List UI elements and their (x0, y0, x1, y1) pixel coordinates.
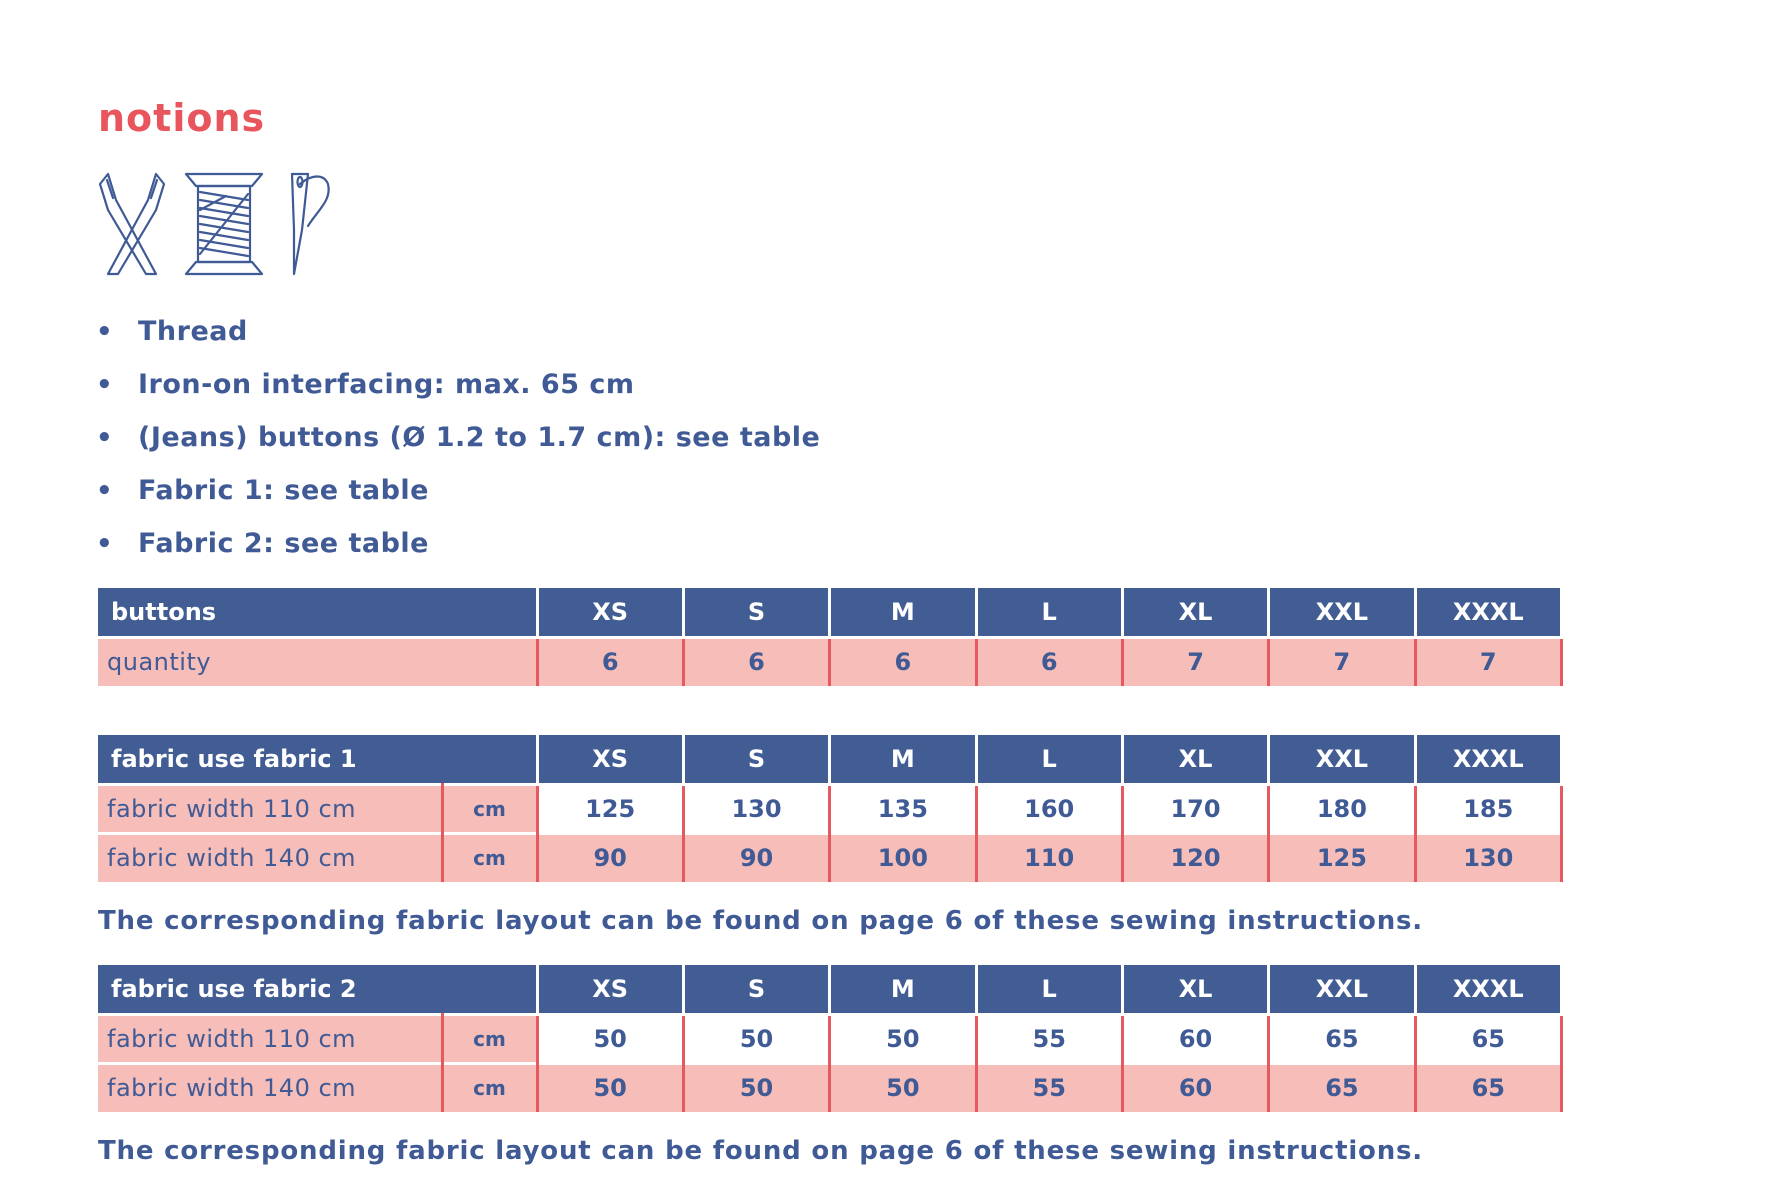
cell-value: 90 (683, 833, 829, 882)
cell-value: 6 (683, 637, 829, 686)
cell-value: 180 (1269, 784, 1415, 833)
size-header: S (683, 588, 829, 637)
table-header-title: fabric use fabric 2 (98, 965, 537, 1014)
cell-value: 55 (976, 1014, 1122, 1063)
row-unit: cm (442, 1014, 537, 1063)
cell-value: 65 (1269, 1014, 1415, 1063)
size-header: XXL (1269, 965, 1415, 1014)
cell-value: 135 (830, 784, 976, 833)
cell-value: 7 (1415, 637, 1561, 686)
cell-value: 100 (830, 833, 976, 882)
size-header: L (976, 735, 1122, 784)
buttons-table (98, 588, 1563, 686)
scissors-icon (100, 174, 164, 274)
cell-value: 120 (1122, 833, 1268, 882)
list-item: • Iron-on interfacing: max. 65 cm (96, 369, 635, 400)
size-header: XXXL (1415, 588, 1561, 637)
section-title: notions (98, 96, 266, 140)
size-header: XL (1122, 965, 1268, 1014)
size-header: XXXL (1415, 735, 1561, 784)
size-header: XL (1122, 735, 1268, 784)
cell-value: 50 (830, 1014, 976, 1063)
cell-value: 125 (1269, 833, 1415, 882)
size-header: S (683, 735, 829, 784)
cell-value: 170 (1122, 784, 1268, 833)
row-label: fabric width 140 cm (98, 1063, 442, 1112)
table-row (98, 833, 1562, 882)
cell-value: 6 (537, 637, 683, 686)
size-header: XL (1122, 588, 1268, 637)
cell-value: 7 (1269, 637, 1415, 686)
cell-value: 65 (1415, 1063, 1561, 1112)
cell-value: 90 (537, 833, 683, 882)
cell-value: 110 (976, 833, 1122, 882)
cell-value: 185 (1415, 784, 1561, 833)
cell-value: 130 (683, 784, 829, 833)
size-header: M (830, 588, 976, 637)
list-item: • (Jeans) buttons (Ø 1.2 to 1.7 cm): see table (96, 422, 821, 453)
fabric-layout-note: The corresponding fabric layout can be found on page 6 of these sewing instructions. (98, 906, 1423, 936)
cell-value: 7 (1122, 637, 1268, 686)
fabric-layout-note: The corresponding fabric layout can be found on page 6 of these sewing instructions. (98, 1136, 1423, 1166)
cell-value: 50 (537, 1063, 683, 1112)
cell-value: 50 (683, 1063, 829, 1112)
size-header: L (976, 965, 1122, 1014)
row-label: fabric width 110 cm (98, 784, 442, 833)
list-item: • Thread (96, 316, 248, 347)
row-label: quantity (98, 637, 537, 686)
size-header: L (976, 588, 1122, 637)
cell-value: 6 (830, 637, 976, 686)
notions-list (96, 308, 820, 573)
cell-value: 65 (1415, 1014, 1561, 1063)
cell-value: 65 (1269, 1063, 1415, 1112)
size-header: XXXL (1415, 965, 1561, 1014)
size-header: XS (537, 965, 683, 1014)
size-header: XS (537, 588, 683, 637)
table-header-title: fabric use fabric 1 (98, 735, 537, 784)
list-item: • Fabric 2: see table (96, 528, 429, 559)
size-header: M (830, 965, 976, 1014)
size-header: M (830, 735, 976, 784)
size-header: XXL (1269, 735, 1415, 784)
cell-value: 60 (1122, 1014, 1268, 1063)
fabric1-table (98, 735, 1563, 882)
cell-value: 60 (1122, 1063, 1268, 1112)
cell-value: 125 (537, 784, 683, 833)
table-row (98, 784, 1562, 833)
table-row (98, 637, 1562, 686)
cell-value: 50 (830, 1063, 976, 1112)
needle-icon (292, 174, 329, 274)
size-header: XXL (1269, 588, 1415, 637)
notions-icons (96, 170, 356, 280)
table-header-title: buttons (98, 588, 537, 637)
size-header: XS (537, 735, 683, 784)
row-label: fabric width 110 cm (98, 1014, 442, 1063)
row-unit: cm (442, 833, 537, 882)
cell-value: 6 (976, 637, 1122, 686)
cell-value: 160 (976, 784, 1122, 833)
size-header: S (683, 965, 829, 1014)
cell-value: 130 (1415, 833, 1561, 882)
table-row (98, 1014, 1562, 1063)
row-unit: cm (442, 1063, 537, 1112)
cell-value: 50 (537, 1014, 683, 1063)
row-unit: cm (442, 784, 537, 833)
fabric2-table (98, 965, 1563, 1112)
cell-value: 50 (683, 1014, 829, 1063)
thread-spool-icon (186, 174, 262, 274)
row-label: fabric width 140 cm (98, 833, 442, 882)
list-item: • Fabric 1: see table (96, 475, 429, 506)
table-row (98, 1063, 1562, 1112)
cell-value: 55 (976, 1063, 1122, 1112)
